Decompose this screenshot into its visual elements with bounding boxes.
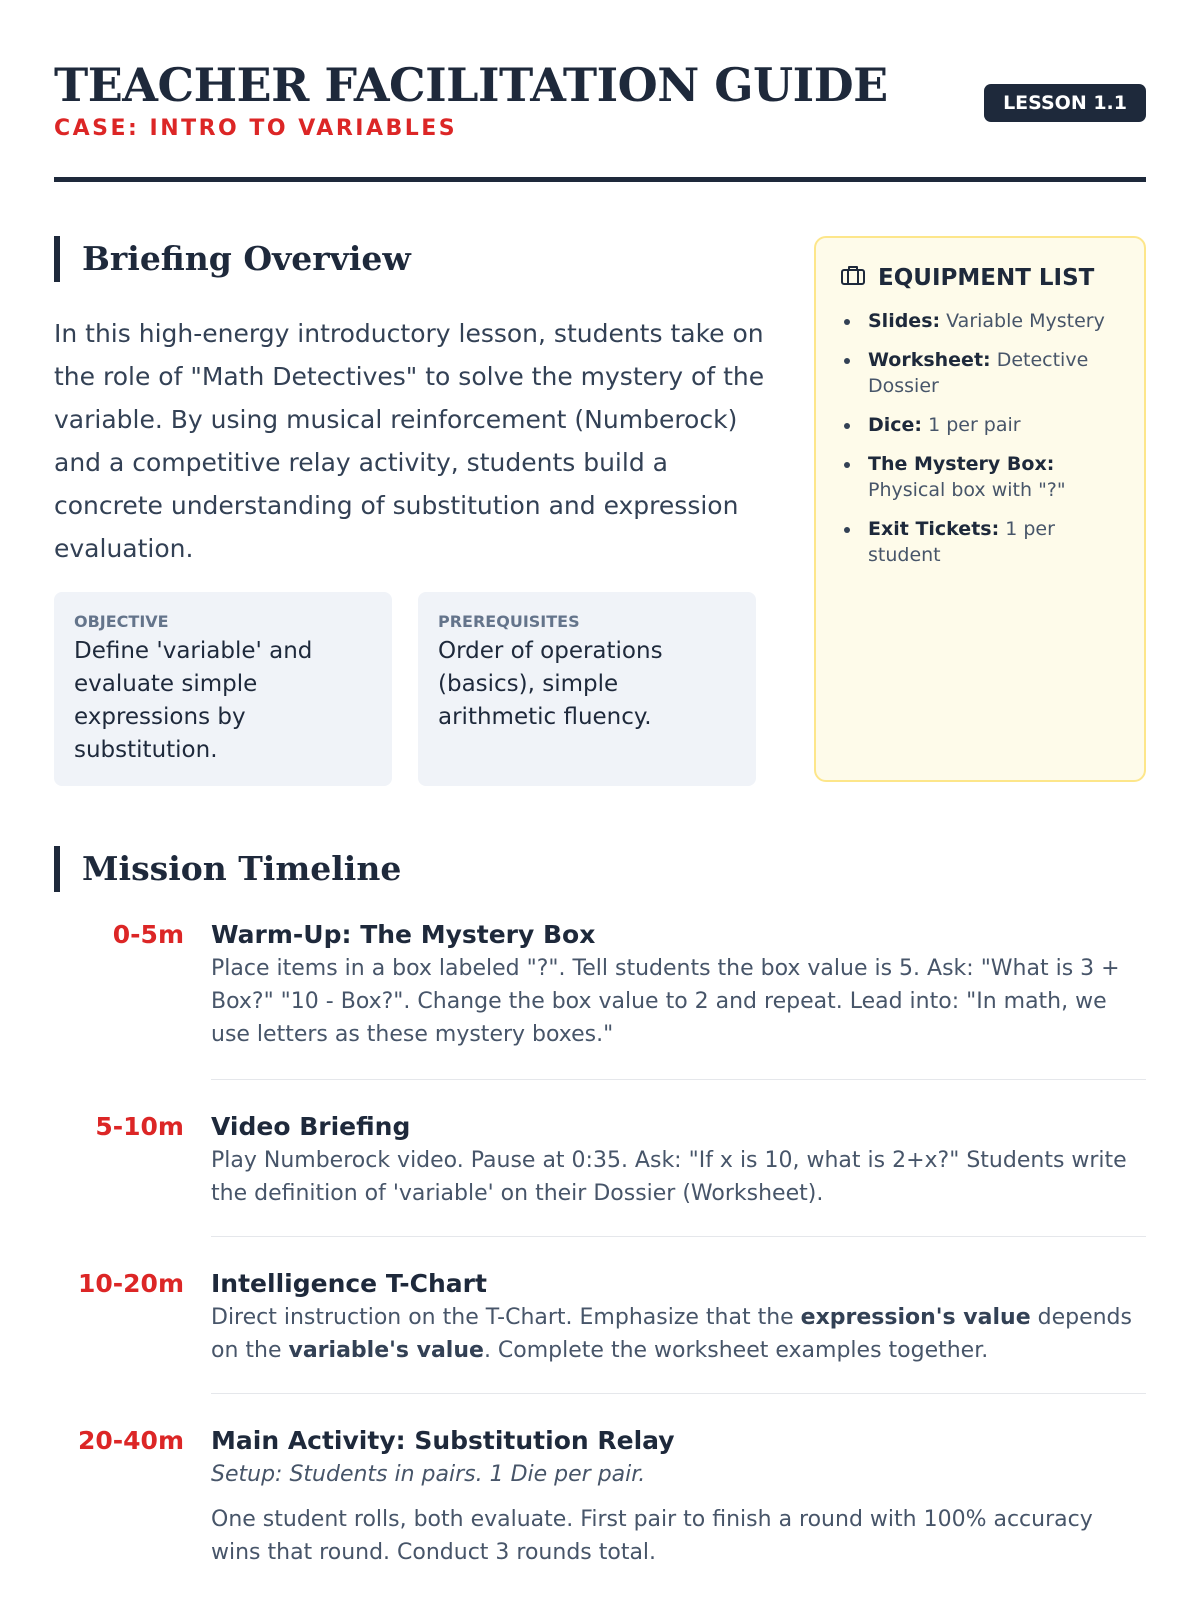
prerequisites-label: PREREQUISITES [438,612,580,631]
equipment-item-value: Variable Mystery [946,310,1105,332]
briefing-overview-section [54,182,1146,794]
timeline-item [54,1237,1146,1393]
equipment-item [840,308,1120,334]
equipment-title [840,264,1120,292]
mission-timeline-heading: Mission Timeline [54,846,401,892]
equipment-item-label: Slides: [868,310,941,332]
timeline-time: 10-20m [77,1269,184,1298]
equipment-item-label: Exit Tickets: [868,518,1000,540]
desc-emphasis: variable's value [288,1338,484,1363]
page-header [54,0,1146,182]
equipment-item-value: 1 per pair [928,414,1021,436]
timeline-desc: Place items in a box labeled "?". Tell students the box value is 5. Ask: "What is 3 + Box?" "10 - Box?". Change the box value to 2 and repeat. Lead into: "In math, we use letters as these mystery boxes." [211,956,1120,1047]
timeline-list [54,918,1146,1569]
desc-text: . Complete the worksheet examples together. [483,1338,989,1363]
timeline-time: 0-5m [112,920,184,949]
timeline-desc: One student rolls, both evaluate. First pair to finish a round with 100% accuracy wins that round. Conduct 3 rounds total. [211,1507,1093,1565]
page-title: TEACHER FACILITATION GUIDE [54,58,888,112]
timeline-desc [211,1301,1146,1367]
equipment-list-panel [814,236,1146,782]
timeline-title: Video Briefing [211,1112,411,1141]
desc-text: Direct instruction on the T-Chart. Emphasize that the [211,1305,801,1330]
prerequisites-card [418,592,756,786]
equipment-item [840,516,1120,568]
equipment-item-value: Physical box with "?" [868,479,1066,501]
timeline-title: Warm-Up: The Mystery Box [211,920,596,949]
timeline-desc: Play Numberock video. Pause at 0:35. Ask: "If x is 10, what is 2+x?" Students write the definition of 'variable' on their Dossier (Worksheet). [211,1148,1127,1206]
timeline-title: Intelligence T-Chart [211,1269,487,1298]
objective-label: OBJECTIVE [74,612,169,631]
timeline-item [54,918,1146,1079]
equipment-title-text: EQUIPMENT LIST [878,265,1095,291]
equipment-item-label: The Mystery Box: [868,453,1055,475]
briefing-intro: In this high-energy introductory lesson, students take on the role of "Math Detectives" to solve the mystery of the variable. By using musical reinforcement (Numberock) and a competitive relay activity, students build a concrete understanding of substitution and expression evaluation. [54,319,765,563]
objective-text: Define 'variable' and evaluate simple expressions by substitution. [74,638,313,763]
prerequisites-text: Order of operations (basics), simple arithmetic fluency. [438,638,663,730]
equipment-item [840,412,1120,438]
lesson-badge: LESSON 1.1 [984,84,1146,122]
case-label: CASE: INTRO TO VARIABLES [54,116,458,141]
briefcase-icon [840,264,878,292]
briefing-heading: Briefing Overview [54,236,411,282]
equipment-items [840,308,1120,568]
timeline-setup: Setup: Students in pairs. 1 Die per pair. [211,1462,646,1487]
objective-card [54,592,392,786]
timeline-time: 5-10m [95,1112,184,1141]
desc-text: depends on the [211,1305,1132,1363]
equipment-item-label: Dice: [868,414,923,436]
equipment-item [840,451,1120,503]
equipment-item-value: Detective Dossier [868,349,1089,397]
timeline-item [54,1394,1146,1569]
timeline-title: Main Activity: Substitution Relay [211,1426,675,1455]
equipment-item [840,347,1120,399]
timeline-item [54,1080,1146,1236]
equipment-item-label: Worksheet: [868,349,991,371]
desc-emphasis: expression's value [800,1305,1031,1330]
equipment-item-value: 1 per student [868,518,1055,566]
timeline-time: 20-40m [77,1426,184,1455]
